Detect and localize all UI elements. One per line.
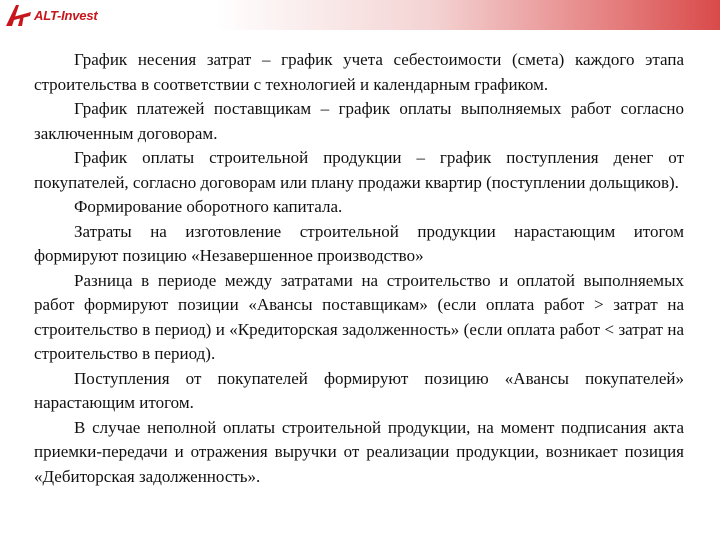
paragraph-work-in-progress: Затраты на изготовление строительной продукции нарастающим итогом формируют позицию «Незавершенное производство»: [34, 221, 684, 265]
header-bar: [0, 0, 720, 30]
paragraph-advances-payables: Разница в периоде между затратами на строительство и оплатой выполняемых работ формируют позиции «Авансы поставщикам» (если оплата работ > затрат на строительство в период) и «Кредиторская задолженность» (если оплата работ < затрат на строительство в период).: [34, 270, 684, 363]
paragraph-customer-advances: Поступления от покупателей формируют позицию «Авансы покупателей» нарастающим итогом.: [34, 368, 684, 412]
paragraph-cost-schedule: График несения затрат – график учета себестоимости (смета) каждого этапа строительства в соответствии с технологией и календарным графиком.: [34, 50, 684, 94]
paragraph-receivables: В случае неполной оплаты строительной продукции, на момент подписания акта приемки-передачи и отражения выручки от реализации продукции, возникает позиция «Дебиторская задолженность».: [34, 417, 684, 486]
alt-invest-logo-icon: [4, 3, 32, 27]
paragraph-product-payments: График оплаты строительной продукции – график поступления денег от покупателей, согласно договорам или плану продажи квартир (поступлении дольщиков).: [34, 148, 684, 192]
document-body: [34, 48, 684, 489]
logo: [4, 2, 98, 28]
paragraph-working-capital: Формирование оборотного капитала.: [74, 197, 343, 216]
paragraph-supplier-payments: График платежей поставщикам – график оплаты выполняемых работ согласно заключенным договорам.: [34, 99, 684, 143]
logo-text: ALT-Invest: [34, 7, 98, 23]
